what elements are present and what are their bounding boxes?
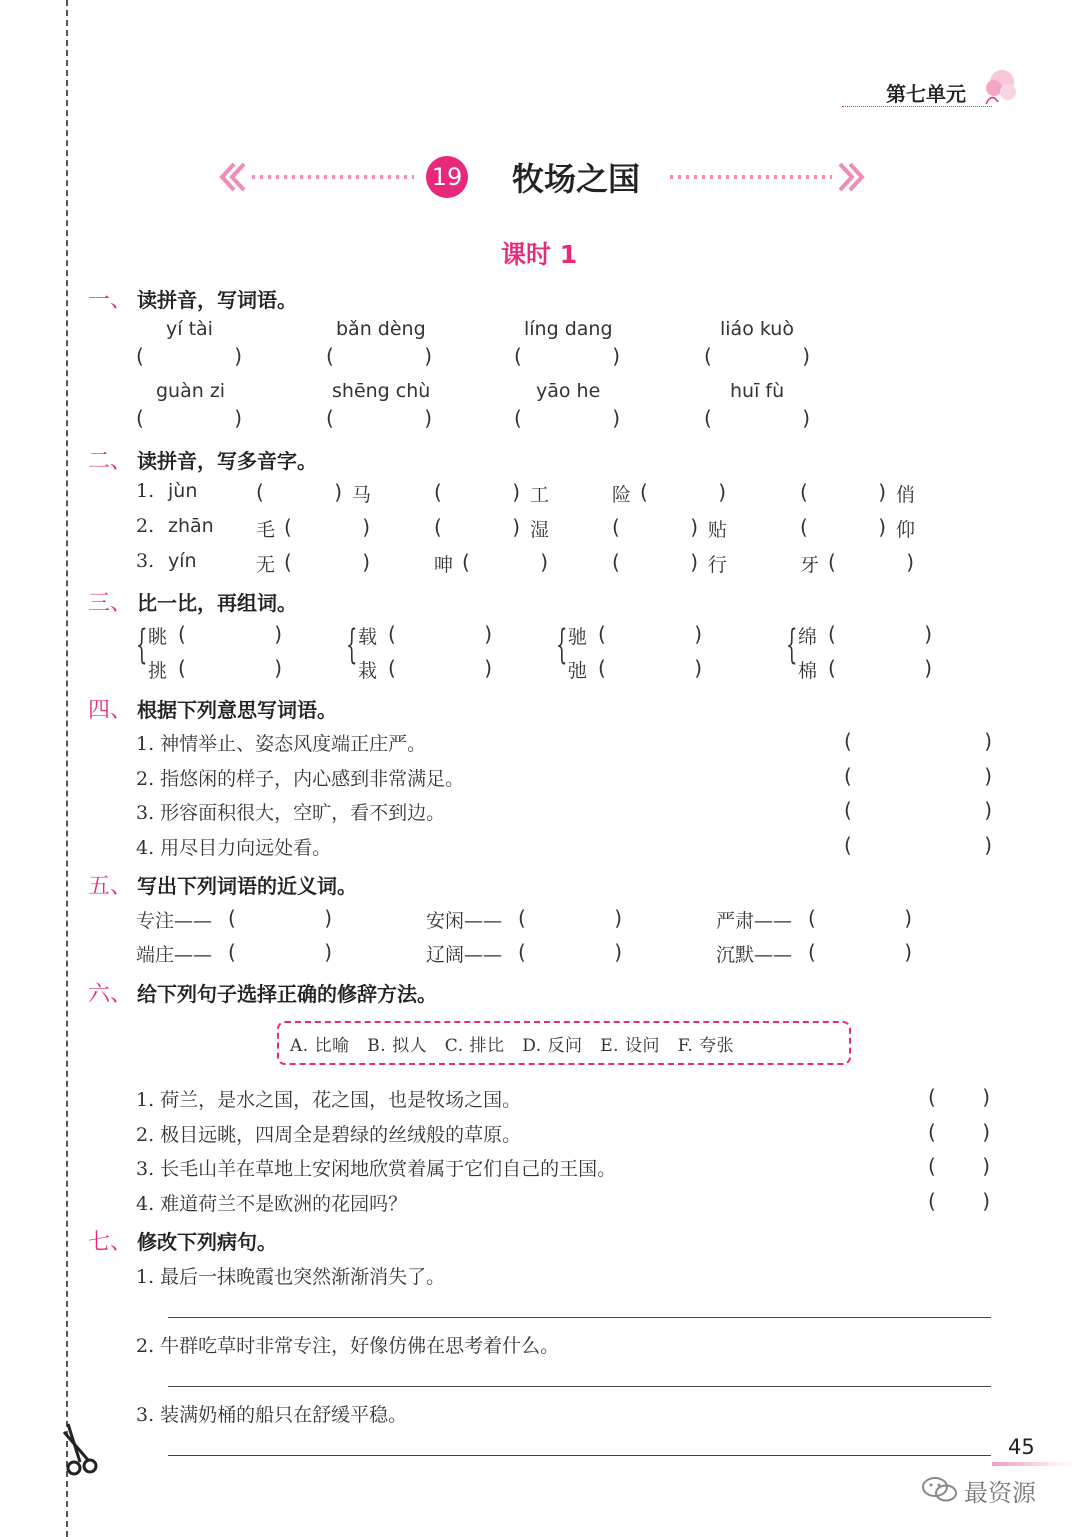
answer-box[interactable]: ( ) xyxy=(928,1085,990,1109)
s5-num: 五、 xyxy=(88,874,133,899)
s7-item: 2. 牛群吃草时非常专注，好像仿佛在思考着什么。 xyxy=(136,1335,560,1357)
session-label: 课时 1 xyxy=(501,240,578,269)
s6-title: 给下列句子选择正确的修辞方法。 xyxy=(137,982,437,1006)
s1-num: 一、 xyxy=(88,288,133,313)
answer-box[interactable]: ( ) xyxy=(808,940,912,964)
options-text: A. 比喻 B. 拟人 C. 排比 D. 反问 E. 设问 F. 夸张 xyxy=(290,1036,735,1056)
s5-word: 端庄—— xyxy=(136,944,213,966)
s2-char: 贴 xyxy=(708,519,728,541)
s7-num: 七、 xyxy=(88,1230,133,1255)
answer-box[interactable]: ( ) xyxy=(828,622,932,646)
answer-box[interactable]: ( ) xyxy=(178,622,282,646)
answer-line[interactable] xyxy=(168,1455,991,1456)
left-chevron-dots xyxy=(218,160,418,194)
answer-box[interactable]: ( ) xyxy=(598,656,702,680)
unit-label: 第七单元 xyxy=(886,82,966,106)
s3-char: 驰 xyxy=(568,626,588,648)
answer-box[interactable]: ( ) xyxy=(518,940,622,964)
s5-word: 辽阔—— xyxy=(426,944,503,966)
s2-char: 牙 xyxy=(800,554,820,576)
answer-box[interactable]: ( ) xyxy=(612,515,698,539)
s6-num: 六、 xyxy=(88,982,133,1007)
brace: { xyxy=(786,622,798,668)
s2-char: 马 xyxy=(352,484,372,506)
answer-box[interactable]: ( ) xyxy=(326,406,432,430)
brace: { xyxy=(346,622,358,668)
s2-pinyin: yín xyxy=(168,550,197,572)
answer-box[interactable]: ( ) xyxy=(598,622,702,646)
s6-item: 2. 极目远眺，四周全是碧绿的丝绒般的草原。 xyxy=(136,1124,522,1146)
s5-word: 专注—— xyxy=(136,910,213,932)
s1-pinyin: huī fù xyxy=(730,380,785,402)
answer-box[interactable]: ( ) xyxy=(844,729,992,753)
page-number-bar xyxy=(992,1462,1072,1466)
s3-char: 弛 xyxy=(568,660,588,682)
answer-line[interactable] xyxy=(168,1317,991,1318)
answer-box[interactable]: ( ) xyxy=(136,406,242,430)
s5-word: 严肃—— xyxy=(716,910,793,932)
s3-char: 眺 xyxy=(148,626,168,648)
answer-box[interactable]: ( ) xyxy=(640,480,726,504)
s2-title: 读拼音，写多音字。 xyxy=(137,449,317,473)
right-chevron-dots xyxy=(666,160,866,194)
answer-box[interactable]: ( ) xyxy=(388,656,492,680)
s4-num: 四、 xyxy=(88,698,133,723)
answer-box[interactable]: ( ) xyxy=(434,480,520,504)
brace: { xyxy=(136,622,148,668)
s5-word: 安闲—— xyxy=(426,910,503,932)
s1-pinyin: yāo he xyxy=(536,380,601,402)
s2-char: 无 xyxy=(256,554,276,576)
s7-title: 修改下列病句。 xyxy=(137,1230,277,1254)
brace: { xyxy=(556,622,568,668)
s2-line-num: 2. xyxy=(136,515,155,537)
answer-box[interactable]: ( ) xyxy=(256,480,342,504)
s1-pinyin: shēng chù xyxy=(332,380,431,402)
s2-char: 俏 xyxy=(896,484,916,506)
s5-title: 写出下列词语的近义词。 xyxy=(137,874,357,898)
answer-box[interactable]: ( ) xyxy=(800,515,886,539)
answer-box[interactable]: ( ) xyxy=(228,940,332,964)
s1-title: 读拼音，写词语。 xyxy=(137,288,297,312)
answer-box[interactable]: ( ) xyxy=(844,833,992,857)
s1-pinyin: guàn zi xyxy=(156,380,226,402)
s2-line-num: 3. xyxy=(136,550,155,572)
s3-char: 棉 xyxy=(798,660,818,682)
answer-box[interactable]: ( ) xyxy=(178,656,282,680)
answer-box[interactable]: ( ) xyxy=(844,764,992,788)
s2-char: 险 xyxy=(612,484,632,506)
s2-char: 湿 xyxy=(530,519,550,541)
s2-char: 工 xyxy=(530,484,550,506)
s3-num: 三、 xyxy=(88,591,133,616)
s2-num: 二、 xyxy=(88,449,133,474)
s3-char: 载 xyxy=(358,626,378,648)
s7-item: 1. 最后一抹晚霞也突然渐渐消失了。 xyxy=(136,1266,446,1288)
s1-pinyin: bǎn dèng xyxy=(336,318,426,340)
answer-box[interactable]: ( ) xyxy=(808,906,912,930)
answer-box[interactable]: ( ) xyxy=(928,1120,990,1144)
s7-item: 3. 装满奶桶的船只在舒缓平稳。 xyxy=(136,1404,408,1426)
answer-box[interactable]: ( ) xyxy=(518,906,622,930)
lesson-number-badge: 19 xyxy=(426,156,468,198)
answer-box[interactable]: ( ) xyxy=(844,798,992,822)
answer-box[interactable]: ( ) xyxy=(514,344,620,368)
s1-pinyin: líng dang xyxy=(524,318,613,340)
answer-box[interactable]: ( ) xyxy=(326,344,432,368)
s3-char: 挑 xyxy=(148,660,168,682)
unit-underline xyxy=(842,106,992,107)
s2-pinyin: jùn xyxy=(168,480,198,502)
answer-box[interactable]: ( ) xyxy=(284,515,370,539)
s4-item: 4. 用尽目力向远处看。 xyxy=(136,837,332,859)
s2-line-num: 1. xyxy=(136,480,155,502)
s6-item: 3. 长毛山羊在草地上安闲地欣赏着属于它们自己的王国。 xyxy=(136,1158,617,1180)
answer-box[interactable]: ( ) xyxy=(514,406,620,430)
answer-box[interactable]: ( ) xyxy=(228,906,332,930)
s4-item: 3. 形容面积很大，空旷，看不到边。 xyxy=(136,802,446,824)
cut-line xyxy=(66,0,68,1537)
answer-box[interactable]: ( ) xyxy=(828,656,932,680)
page-number: 45 xyxy=(1008,1435,1035,1459)
s2-pinyin: zhān xyxy=(168,515,214,537)
s4-item: 2. 指悠闲的样子，内心感到非常满足。 xyxy=(136,768,465,790)
answer-box[interactable]: ( ) xyxy=(434,515,520,539)
answer-box[interactable]: ( ) xyxy=(612,550,698,574)
s5-word: 沉默—— xyxy=(716,944,793,966)
answer-box[interactable]: ( ) xyxy=(136,344,242,368)
answer-box[interactable]: ( ) xyxy=(928,1189,990,1213)
s4-title: 根据下列意思写词语。 xyxy=(137,698,337,722)
answer-box[interactable]: ( ) xyxy=(388,622,492,646)
s6-item: 4. 难道荷兰不是欧洲的花园吗？ xyxy=(136,1193,408,1215)
s4-item: 1. 神情举止、姿态风度端正庄严。 xyxy=(136,733,427,755)
lesson-title: 牧场之国 xyxy=(512,160,641,198)
s3-title: 比一比，再组词。 xyxy=(137,591,297,615)
watermark-text: 最资源 xyxy=(964,1479,1036,1507)
s2-char: 呻 xyxy=(434,554,454,576)
answer-box[interactable]: ( ) xyxy=(284,550,370,574)
s3-char: 栽 xyxy=(358,660,378,682)
flower-icon xyxy=(978,66,1020,110)
answer-line[interactable] xyxy=(168,1386,991,1387)
answer-box[interactable]: ( ) xyxy=(462,550,548,574)
s3-char: 绵 xyxy=(798,626,818,648)
answer-box[interactable]: ( ) xyxy=(800,480,886,504)
s1-pinyin: yí tài xyxy=(166,318,213,340)
s2-char: 仰 xyxy=(896,519,916,541)
scissors-icon xyxy=(60,1420,104,1480)
s1-pinyin: liáo kuò xyxy=(720,318,794,340)
s2-char: 行 xyxy=(708,554,728,576)
answer-box[interactable]: ( ) xyxy=(928,1154,990,1178)
wechat-icon xyxy=(920,1474,960,1504)
answer-box[interactable]: ( ) xyxy=(828,550,914,574)
answer-box[interactable]: ( ) xyxy=(704,406,810,430)
s6-item: 1. 荷兰，是水之国，花之国，也是牧场之国。 xyxy=(136,1089,522,1111)
s2-char: 毛 xyxy=(256,519,276,541)
answer-box[interactable]: ( ) xyxy=(704,344,810,368)
